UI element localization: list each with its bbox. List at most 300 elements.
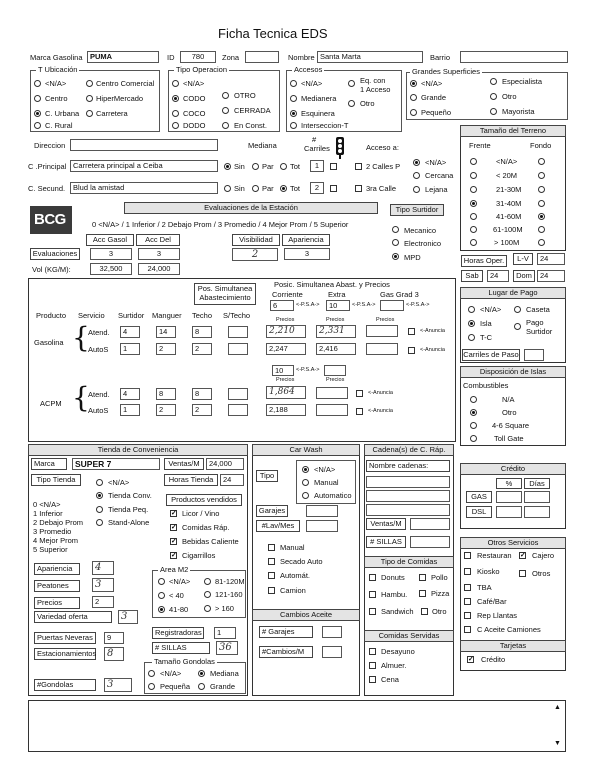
sillas-label: # SILLAS — [152, 642, 210, 654]
grandes-option: <N/A> — [421, 79, 443, 88]
aceite-cambios-field[interactable] — [322, 646, 342, 658]
horas-label: Horas Oper. — [461, 255, 507, 267]
acceso-cercana-radio[interactable] — [413, 172, 420, 179]
notes-scroll-up-icon[interactable]: ▲ — [554, 704, 561, 711]
acceso-option: Cercana — [425, 171, 454, 180]
gas-atend-techo[interactable]: 8 — [192, 326, 212, 338]
operacion-option: COCO — [183, 109, 206, 118]
barrio-field[interactable] — [460, 51, 568, 63]
tienda-scale-item: 3 Promedio — [33, 527, 72, 536]
tienda-scale-item: 4 Mejor Prom — [33, 536, 79, 545]
producto-vendido-label: Licor / Vino — [182, 509, 220, 518]
cadena-field-2[interactable] — [366, 490, 450, 502]
acpm-autos-anuncia-check[interactable] — [356, 408, 363, 415]
fondo-radio[interactable] — [538, 158, 545, 165]
accesos-na-radio[interactable] — [290, 80, 297, 87]
acpm-autos-techo[interactable]: 2 — [192, 404, 212, 416]
grandes-option: Pequeño — [421, 108, 452, 117]
pago-isla-radio[interactable] — [468, 320, 475, 327]
gas-atend-stecho[interactable] — [228, 326, 248, 338]
ventas-field[interactable]: 24,000 — [206, 458, 244, 470]
secund-tot-radio[interactable] — [280, 185, 287, 192]
lav-mes-label: #Lav/Mes — [256, 520, 300, 532]
aceite-cambios-label: #Cambios/M — [259, 646, 313, 658]
gas-autos-surtidor[interactable]: 1 — [120, 343, 140, 355]
grandes-option: Mayorista — [502, 107, 535, 116]
area-na-radio[interactable] — [158, 578, 165, 585]
islas-option: Otro — [502, 408, 517, 417]
posic-title: Posic. Simultanea Abast. y Precios — [274, 280, 390, 289]
frente-radio[interactable] — [470, 172, 477, 179]
cadenas-ventas-field[interactable] — [410, 518, 450, 530]
ubicacion-title: T Ubicación — [38, 65, 78, 74]
eval-del-field[interactable]: 3 — [138, 248, 180, 260]
fondo-radio-selected[interactable] — [538, 213, 545, 220]
col-surtidor: Surtidor — [118, 311, 145, 320]
tienda-title: Tienda de Conveniencia — [28, 444, 248, 456]
fondo-radio[interactable] — [538, 172, 545, 179]
visibilidad-header: Visibilidad — [232, 234, 280, 246]
tipo-tienda-option: Stand-Alone — [108, 518, 150, 527]
operacion-codo-radio[interactable] — [172, 95, 179, 102]
principal-carriles-field[interactable]: 1 — [310, 160, 324, 172]
aceite-camiones-check[interactable] — [464, 626, 471, 633]
credito-dsl-pct[interactable] — [496, 506, 522, 518]
surtidor-option: MPD — [404, 253, 421, 262]
ubicacion-option: Centro — [45, 94, 68, 103]
vol-del-field[interactable]: 24,000 — [138, 263, 180, 275]
pago-tc-radio[interactable] — [468, 334, 475, 341]
gas-autos-anuncia-check[interactable] — [408, 347, 415, 354]
cafe-check[interactable] — [464, 598, 471, 605]
variedad-field[interactable]: 3 — [118, 610, 138, 624]
atend-label: Atend. — [88, 390, 110, 399]
restauran-check[interactable] — [464, 552, 471, 559]
cadenas-sillas-field[interactable] — [410, 536, 450, 548]
eval-gasol-field[interactable]: 3 — [90, 248, 132, 260]
tipo-tienda-conv-radio[interactable] — [96, 492, 103, 499]
carwash-tipo-label: Tipo — [256, 470, 278, 482]
frente-radio[interactable] — [470, 186, 477, 193]
pollo-check[interactable] — [419, 574, 426, 581]
acpm-psa-field[interactable]: 10 — [272, 365, 294, 376]
accesos-eq-radio[interactable] — [348, 80, 355, 87]
otro-comida-check[interactable] — [421, 608, 428, 615]
bebidas-check[interactable]: ✓ — [171, 538, 177, 545]
col-servicio: Servicio — [78, 311, 105, 320]
secund-label: C. Secund. — [28, 184, 66, 193]
comidas-check[interactable]: ✓ — [171, 524, 177, 531]
sin-label: Sin — [234, 162, 245, 171]
hambu-check[interactable] — [369, 591, 376, 598]
notes-scroll-down-icon[interactable]: ▼ — [554, 740, 561, 747]
servidas-title: Comidas Servidas — [364, 630, 454, 642]
credito-gas-dias[interactable] — [524, 491, 550, 503]
operacion-otro-radio[interactable] — [222, 92, 229, 99]
gas-precio-autos-corriente[interactable]: 2,247 — [266, 343, 306, 355]
islas-na-radio[interactable] — [470, 396, 477, 403]
accesos-otro-radio[interactable] — [348, 100, 355, 107]
fondo-radio[interactable] — [538, 226, 545, 233]
credito-pct-header: % — [496, 478, 522, 489]
acpm-autos-stecho[interactable] — [228, 404, 248, 416]
neveras-label: Puertas Neveras — [34, 632, 96, 644]
extra-label: Extra — [328, 290, 346, 299]
registradoras-label: Registradoras — [152, 627, 204, 639]
islas-option: 4-6 Square — [492, 421, 530, 430]
ubicacion-rural-radio[interactable] — [34, 122, 41, 129]
donuts-check[interactable] — [369, 574, 376, 581]
frente-radio[interactable] — [470, 213, 477, 220]
registradoras-field[interactable]: 1 — [214, 627, 236, 639]
ubicacion-carretera-radio[interactable] — [86, 110, 93, 117]
vol-label: Vol (KG/M): — [32, 265, 71, 274]
cadena-field-3[interactable] — [366, 504, 450, 516]
operacion-title: Tipo Operacion — [176, 65, 227, 74]
gondolas-count-label: #Gondolas — [34, 679, 96, 691]
estacionamientos-field[interactable]: 8 — [104, 647, 124, 661]
principal-check-2[interactable] — [355, 163, 362, 170]
precios-label: Precios — [326, 317, 345, 323]
ventas-label: Ventas/M — [164, 458, 204, 470]
comida-label: Pizza — [431, 589, 450, 598]
producto-vendido-label: Bebidas Caliente — [182, 537, 239, 546]
carwash-automat-check[interactable] — [268, 572, 275, 579]
tamano-row-label: 61-100M — [493, 225, 523, 234]
notes-area[interactable] — [28, 700, 566, 752]
secund-field[interactable]: Blud la amistad — [70, 182, 218, 194]
carwash-secado-check[interactable] — [268, 558, 275, 565]
comida-label: Hambu. — [381, 590, 408, 599]
carwash-item-label: Secado Auto — [280, 557, 323, 566]
eval-vis-field[interactable]: 2 — [232, 248, 278, 261]
comida-label: Sandwich — [381, 607, 414, 616]
accesos-esquinera-radio[interactable] — [290, 110, 297, 117]
credito-dsl-dias[interactable] — [524, 506, 550, 518]
principal-check-1[interactable] — [330, 163, 337, 170]
islas-square-radio[interactable] — [470, 422, 477, 429]
area-title: Area M2 — [160, 565, 189, 574]
tipo-tienda-option: Tienda Conv. — [108, 491, 152, 500]
ubicacion-cc-radio[interactable] — [86, 80, 93, 87]
gas-grad-label: Gas Grad 3 — [380, 290, 419, 299]
credito-tarjeta-check[interactable]: ✓ — [468, 656, 474, 663]
servicio-label: Rep Llantas — [477, 611, 518, 620]
gas-precio-autos-extra[interactable]: 2,416 — [316, 343, 356, 355]
comida-label: Donuts — [381, 573, 405, 582]
eval-scale: 0 <N/A> / 1 Inferior / 2 Debajo Prom / 3 Promedio / 4 Mejor Prom / 5 Superior — [92, 220, 349, 229]
credito-gas-pct[interactable] — [496, 491, 522, 503]
tipo-tienda-label: Tipo Tienda — [31, 474, 81, 486]
area-81-radio[interactable] — [204, 578, 211, 585]
sillas-field[interactable]: 36 — [216, 641, 238, 655]
surtidor-electronico-radio[interactable] — [392, 239, 399, 246]
tamano-row-label: 41-60M — [496, 212, 522, 221]
extra-psa-field[interactable]: 10 — [326, 300, 350, 311]
credito-dias-header: Días — [524, 478, 550, 489]
tamano-row-label: 21-30M — [496, 185, 522, 194]
frente-radio[interactable] — [470, 158, 477, 165]
desayuno-check[interactable] — [369, 648, 376, 655]
surtidor-option: Mecanico — [404, 226, 437, 235]
secund-par-radio[interactable] — [252, 185, 259, 192]
acceso-lejana-radio[interactable] — [413, 186, 420, 193]
acpm-precio-autos[interactable]: 2,188 — [266, 404, 306, 416]
operacion-const-radio[interactable] — [222, 122, 229, 129]
ubicacion-option: Carretera — [96, 109, 128, 118]
pizza-check[interactable] — [419, 590, 426, 597]
gondolas-count-field[interactable]: 3 — [104, 678, 132, 692]
ubicacion-na-radio[interactable] — [34, 80, 41, 87]
gas-autos-techo[interactable]: 2 — [192, 343, 212, 355]
eval-apar-field[interactable]: 3 — [284, 248, 330, 260]
sab-field[interactable]: 24 — [487, 270, 509, 282]
operacion-option: OTRO — [234, 91, 256, 100]
area-option: < 40 — [169, 591, 184, 600]
gondolas-na-radio[interactable] — [148, 670, 155, 677]
carwash-auto-radio[interactable] — [302, 492, 309, 499]
tipo-tienda-stand-radio[interactable] — [96, 519, 103, 526]
surtidor-mpd-radio[interactable] — [392, 253, 399, 260]
comida-label: Otro — [432, 607, 447, 616]
producto-vendido-label: Comidas Ráp. — [182, 523, 230, 532]
surtidor-mecanico-radio[interactable] — [392, 226, 399, 233]
acceso-na-radio[interactable] — [413, 159, 420, 166]
otros-servicio-check[interactable] — [519, 570, 526, 577]
lv-field[interactable]: 24 — [537, 253, 565, 265]
carwash-camion-check[interactable] — [268, 587, 275, 594]
operacion-option: <N/A> — [183, 79, 205, 88]
area-40-radio[interactable] — [158, 592, 165, 599]
almuerzo-check[interactable] — [369, 662, 376, 669]
acpm-precio-atend[interactable]: 1,864 — [266, 386, 306, 399]
grandes-option: Otro — [502, 92, 517, 101]
acpm-atend-anuncia-check[interactable] — [356, 390, 363, 397]
grandes-mayorista-radio[interactable] — [490, 108, 497, 115]
cadena-field-1[interactable] — [366, 476, 450, 488]
secund-check-1[interactable] — [330, 185, 337, 192]
corriente-psa-field[interactable]: 6 — [270, 300, 294, 311]
gas-atend-anuncia-check[interactable] — [408, 328, 415, 335]
pos-simul-header — [194, 283, 256, 305]
operacion-na-radio[interactable] — [172, 80, 179, 87]
cadenas-title: Cadena(s) de C. Ráp. — [364, 444, 454, 456]
carwash-na-radio[interactable] — [302, 466, 309, 473]
islas-tollgate-radio[interactable] — [470, 435, 477, 442]
gas-precio-atend-grad[interactable] — [366, 325, 398, 337]
fondo-radio[interactable] — [538, 239, 545, 246]
carriles-paso-field[interactable] — [524, 349, 544, 361]
pago-option: Pago — [526, 318, 544, 327]
zona-field[interactable] — [245, 51, 279, 63]
operacion-option: CODO — [183, 94, 206, 103]
pago-caseta-radio[interactable] — [514, 306, 521, 313]
operacion-coco-radio[interactable] — [172, 110, 179, 117]
precios-label: Precios — [376, 317, 395, 323]
tamano-row-label: <N/A> — [496, 157, 518, 166]
carwash-manual-check[interactable] — [268, 544, 275, 551]
grandes-na-radio[interactable] — [410, 80, 417, 87]
apariencia-field[interactable]: 4 — [92, 561, 114, 575]
cajero-check[interactable]: ✓ — [520, 552, 526, 559]
accesos-option: Eq. con — [360, 76, 386, 85]
horas-tienda-field[interactable]: 24 — [220, 474, 244, 486]
grandes-pequeno-radio[interactable] — [410, 109, 417, 116]
llantas-check[interactable] — [464, 612, 471, 619]
acpm-atend-techo[interactable]: 8 — [192, 388, 212, 400]
fondo-radio[interactable] — [538, 200, 545, 207]
direccion-field[interactable] — [70, 139, 218, 151]
ubicacion-option: <N/A> — [45, 79, 67, 88]
area-option: <N/A> — [169, 577, 191, 586]
area-41-radio[interactable] — [158, 606, 165, 613]
tipo-tienda-peq-radio[interactable] — [96, 506, 103, 513]
tipo-tienda-na-radio[interactable] — [96, 479, 103, 486]
cigarrillos-check[interactable]: ✓ — [171, 552, 177, 559]
gas-precio-autos-grad[interactable] — [366, 343, 398, 355]
principal-par-radio[interactable] — [252, 163, 259, 170]
pago-na-radio[interactable] — [468, 306, 475, 313]
grandes-otro-radio[interactable] — [490, 93, 497, 100]
servida-label: Cena — [381, 675, 399, 684]
garajes-label: Garajes — [256, 505, 288, 517]
frente-radio[interactable] — [470, 239, 477, 246]
tba-check[interactable] — [464, 584, 471, 591]
credito-gas-label: GAS — [466, 491, 492, 503]
pago-option: <N/A> — [480, 305, 502, 314]
gas-precio-atend-corriente[interactable]: 2,210 — [266, 325, 306, 338]
frente-label: Frente — [469, 141, 491, 150]
barrio-label: Barrio — [430, 53, 451, 62]
gas-autos-manguer[interactable]: 2 — [156, 343, 176, 355]
carriles-paso-label: Carriles de Paso — [463, 350, 519, 359]
gondolas-pequena-radio[interactable] — [148, 683, 155, 690]
servida-label: Almuer. — [381, 661, 407, 670]
accesos-medianera-radio[interactable] — [290, 95, 297, 102]
neveras-field[interactable]: 9 — [104, 632, 124, 644]
sandwich-check[interactable] — [369, 608, 376, 615]
acpm-autos-surtidor[interactable]: 1 — [120, 404, 140, 416]
accesos-option: Medianera — [301, 94, 337, 103]
principal-sin-radio[interactable] — [224, 163, 231, 170]
secund-carriles-field[interactable]: 2 — [310, 182, 324, 194]
fondo-radio[interactable] — [538, 186, 545, 193]
grandes-title: Grandes Superficies — [412, 67, 480, 76]
operacion-cerrada-radio[interactable] — [222, 107, 229, 114]
accesos-interseccion-radio[interactable] — [290, 122, 297, 129]
carwash-manual-radio[interactable] — [302, 479, 309, 486]
ubicacion-hiper-radio[interactable] — [86, 95, 93, 102]
sin-label: Sin — [234, 184, 245, 193]
gondolas-mediana-radio[interactable] — [198, 670, 205, 677]
gasolina-brace: { — [72, 321, 90, 354]
ubicacion-centro-radio[interactable] — [34, 95, 41, 102]
accesos-option: <N/A> — [301, 79, 323, 88]
grandes-grande-radio[interactable] — [410, 94, 417, 101]
area-option: 81-120M — [215, 577, 245, 586]
acceso-option: Lejana — [425, 185, 448, 194]
area-121-radio[interactable] — [204, 591, 211, 598]
pago-surtidor-radio[interactable] — [514, 323, 521, 330]
frente-radio[interactable] — [470, 226, 477, 233]
vol-gasol-field[interactable]: 32,500 — [90, 263, 132, 275]
acpm-precio-atend-2[interactable] — [316, 387, 348, 399]
grandes-especialista-radio[interactable] — [490, 78, 497, 85]
combustibles-label: Combustibles — [463, 381, 509, 390]
gas-precio-atend-extra[interactable]: 2,331 — [316, 325, 356, 338]
principal-field[interactable]: Carretera principal a Ceiba — [70, 160, 218, 172]
peatones-field[interactable]: 3 — [92, 578, 114, 592]
credito-dsl-label: DSL — [466, 506, 492, 518]
psa-label: <-P.S.A-> — [296, 302, 320, 308]
servicio-label: Restauran — [477, 551, 512, 560]
garajes-field[interactable] — [306, 505, 338, 517]
servicio-label: Cajero — [532, 551, 555, 560]
marca-field[interactable]: PUMA — [87, 51, 159, 63]
acpm-atend-surtidor[interactable]: 4 — [120, 388, 140, 400]
aceite-garajes-field[interactable] — [322, 626, 342, 638]
precios-tienda-field[interactable]: 2 — [92, 596, 114, 608]
principal-tot-radio[interactable] — [280, 163, 287, 170]
frente-radio-selected[interactable] — [470, 200, 477, 207]
lv-label: L-V — [513, 253, 533, 265]
carwash-item-label: Automát. — [280, 571, 311, 580]
tarjetas-title: Tarjetas — [460, 640, 566, 652]
acpm-atend-stecho[interactable] — [228, 388, 248, 400]
gas-autos-stecho[interactable] — [228, 343, 248, 355]
bcg-logo-text: BCG — [34, 211, 66, 228]
islas-title: Disposición de Islas — [460, 366, 566, 378]
gasolina-label: Gasolina — [34, 338, 64, 347]
servicios-title: Otros Servicios — [460, 537, 566, 549]
acceso-label: Acceso a: — [366, 143, 399, 152]
dom-field[interactable]: 24 — [537, 270, 565, 282]
acpm-atend-manguer[interactable]: 8 — [156, 388, 176, 400]
licor-check[interactable]: ✓ — [171, 510, 177, 517]
acpm-precio-autos-2[interactable] — [316, 404, 348, 416]
nombre-field[interactable]: Santa Marta — [317, 51, 423, 63]
tarjeta-label: Crédito — [481, 655, 506, 664]
secund-check-2[interactable] — [355, 185, 362, 192]
tamano-row-label: < 20M — [496, 171, 518, 180]
acpm-brace: { — [72, 381, 90, 414]
accesos-option: Otro — [360, 99, 375, 108]
psa-label: <-P.S.A-> — [296, 367, 320, 373]
islas-otro-radio[interactable] — [470, 409, 477, 416]
operacion-option: DODO — [183, 121, 206, 130]
tienda-marca-field[interactable]: SUPER 7 — [72, 458, 160, 470]
gasgrad-psa-field[interactable] — [380, 300, 404, 311]
operacion-dodo-radio[interactable] — [172, 122, 179, 129]
acpm-autos-manguer[interactable]: 2 — [156, 404, 176, 416]
page-title: Ficha Tecnica EDS — [218, 26, 328, 41]
cena-check[interactable] — [369, 676, 376, 683]
accesos-option: Interseccion-T — [301, 121, 349, 130]
ubicacion-urbana-radio[interactable] — [34, 110, 41, 117]
id-field[interactable]: 780 — [180, 51, 216, 63]
kiosko-check[interactable] — [464, 568, 471, 575]
credito-title: Crédito — [460, 463, 566, 475]
acpm-psa-field-2[interactable] — [324, 365, 346, 376]
gas-atend-manguer[interactable]: 14 — [156, 326, 176, 338]
gondolas-grande-radio[interactable] — [198, 683, 205, 690]
gas-atend-surtidor[interactable]: 4 — [120, 326, 140, 338]
secund-sin-radio[interactable] — [224, 185, 231, 192]
servicio-label: Café/Bar — [477, 597, 507, 606]
area-160-radio[interactable] — [204, 605, 211, 612]
gondolas-option: Mediana — [210, 669, 239, 678]
lav-mes-field[interactable] — [306, 520, 338, 532]
